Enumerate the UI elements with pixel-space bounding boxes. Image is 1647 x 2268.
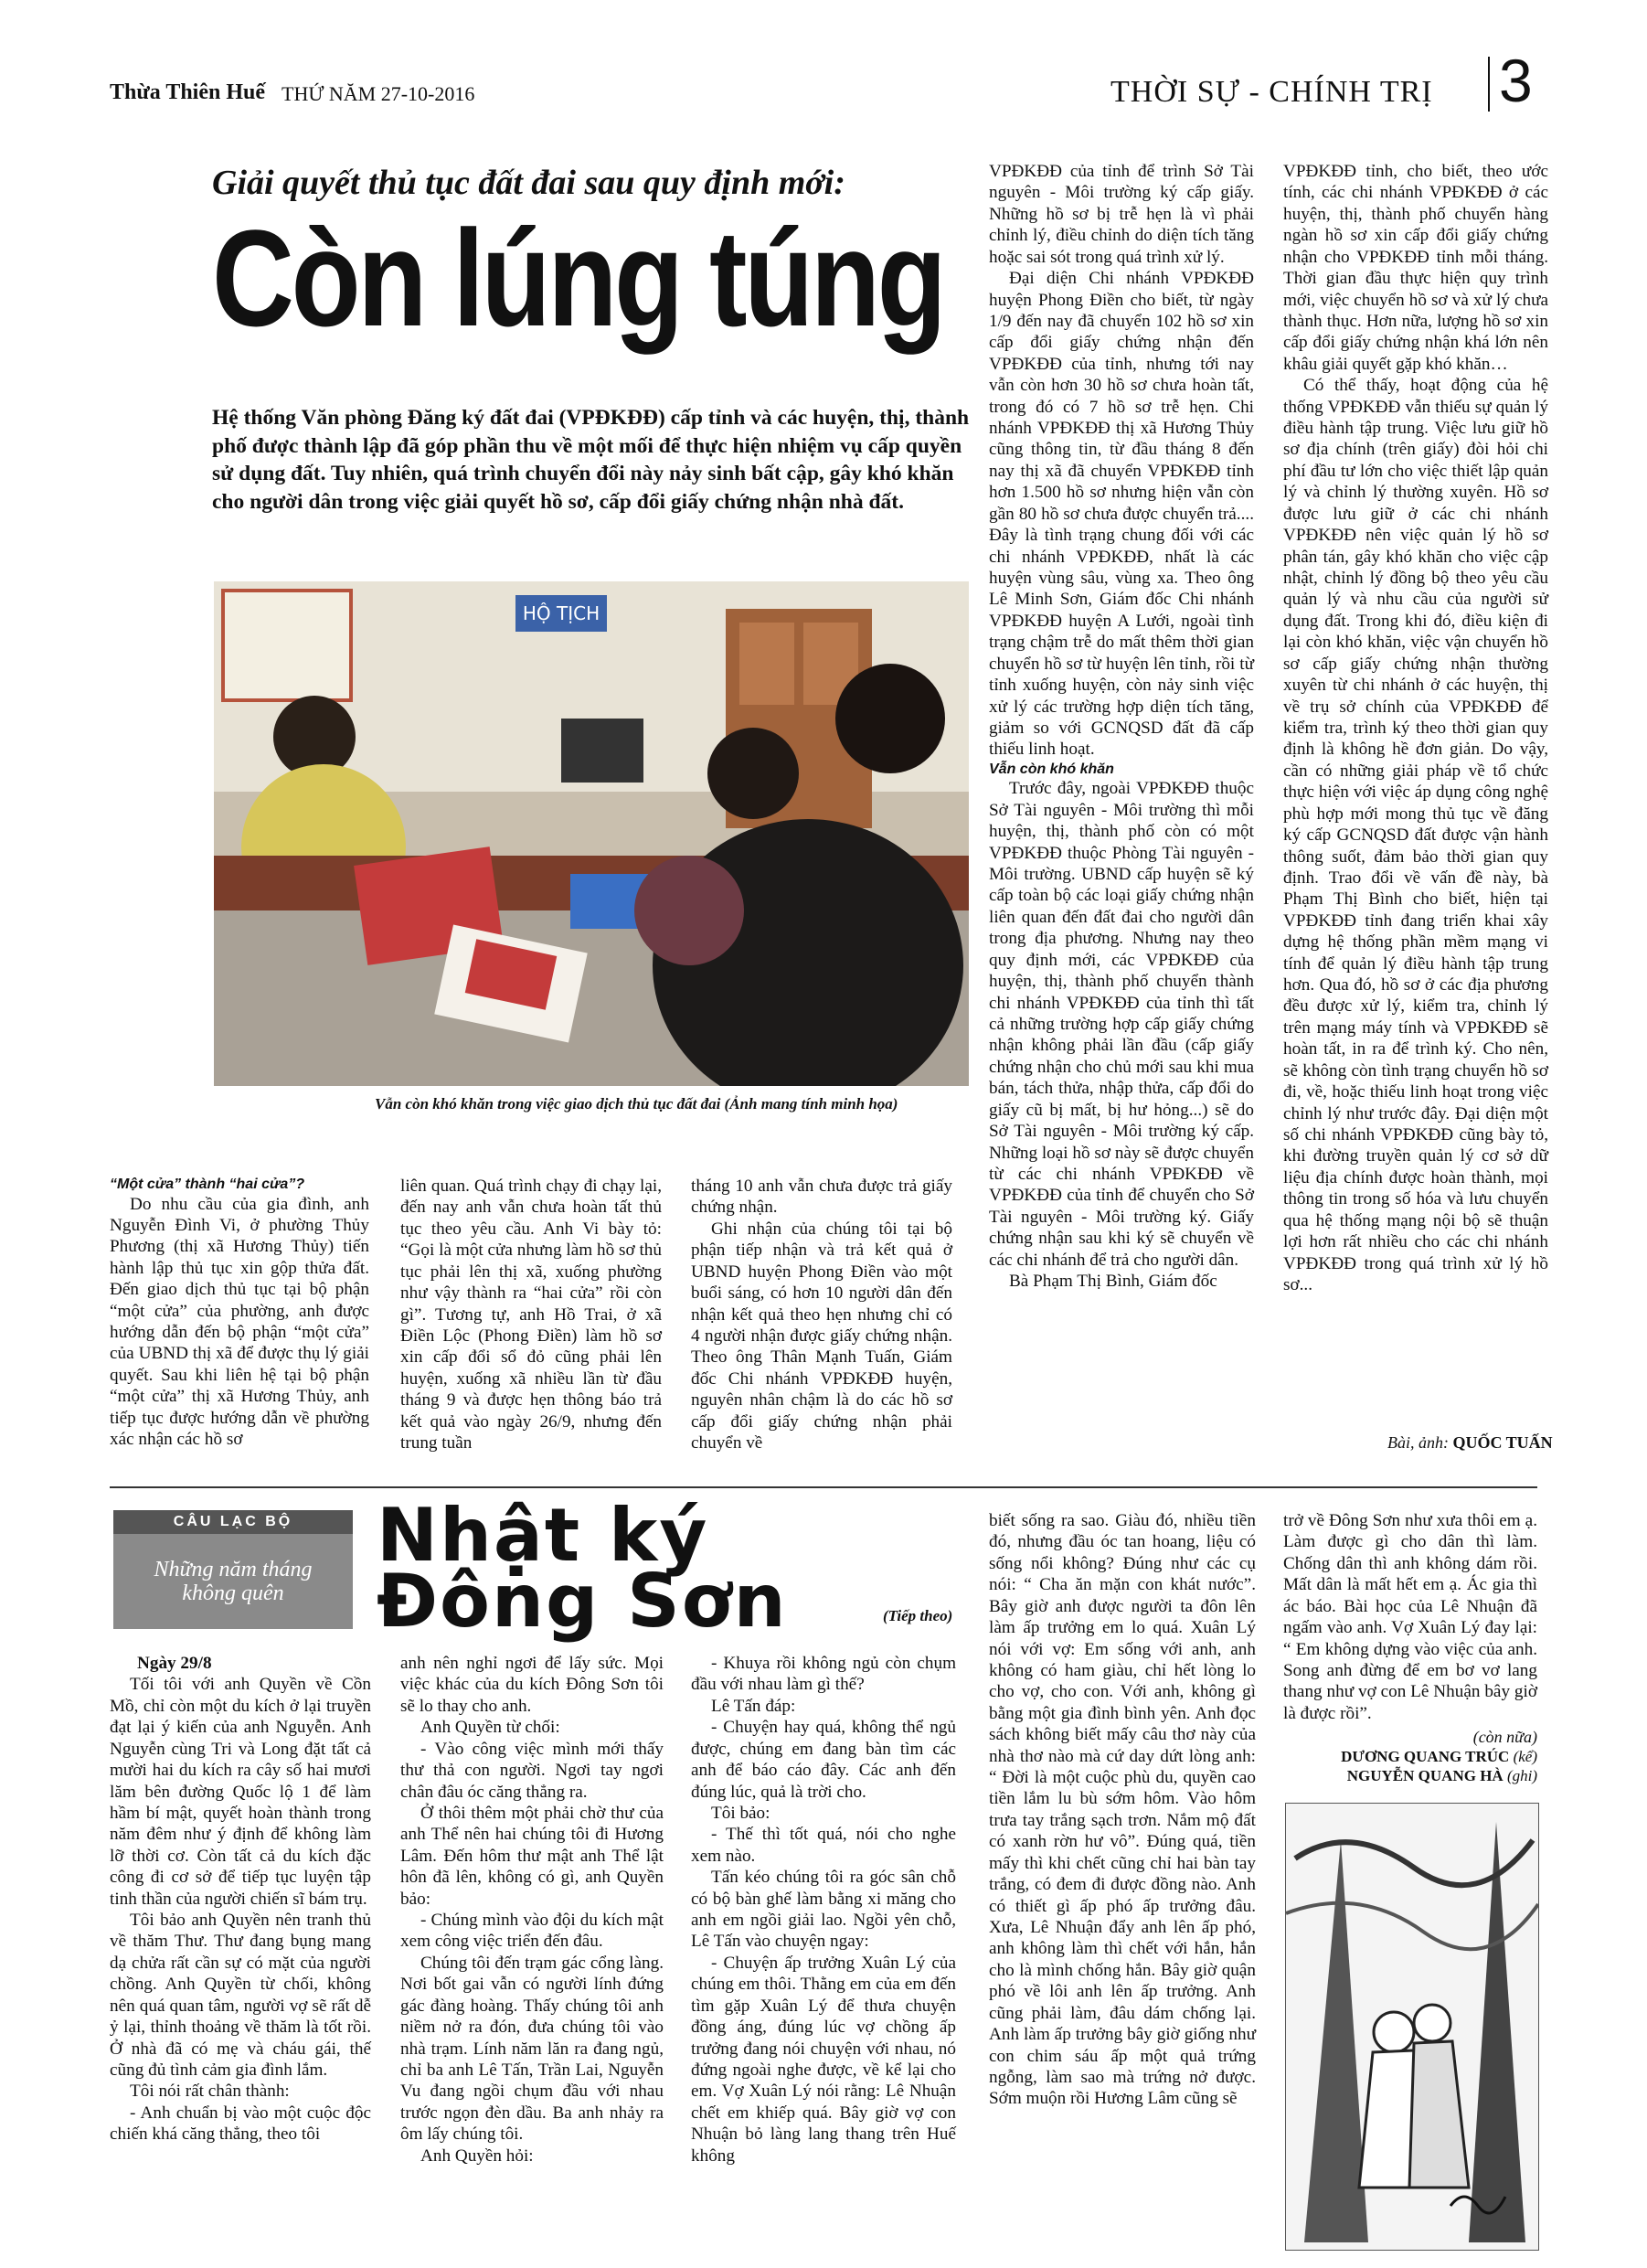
article2-col2-paragraph: - Vào công việc mình mới thấy thư thả con người. Ngơi tay ngơi chân đâu óc căng thẳng ra.: [400, 1739, 664, 1802]
article2-headline-line-1: Nhật ký: [377, 1493, 709, 1578]
office-counter-illustration: [214, 581, 969, 1086]
article1-col2-paragraph: liên quan. Quá trình chạy đi chạy lại, đến nay anh vẫn chưa hoàn tất thủ tục theo yêu cầu. Anh Vi bày tỏ: “Gọi là một cửa nhưng làm hồ sơ thủ tục phải lên thị xã, xuống phường như vậy thành ra “hai cửa” rồi còn gì”. Tương tự, anh Hồ Trai, ở xã Điền Lộc (Phong Điền) làm hồ sơ xin cấp đổi sổ đỏ cũng phải lên huyện, xuống xã nhiều lần từ đầu tháng 9 và được hẹn thông báo trả kết quả vào ngày 26/9, nhưng đến trung tuần: [400, 1177, 662, 1453]
section-title: THỜI SỰ - CHÍNH TRỊ: [1110, 75, 1433, 109]
article1-col4-paragraph: Trước đây, ngoài VPĐKĐĐ thuộc Sở Tài nguyên - Môi trường thì mỗi huyện, thị, thành phố còn có một VPĐKĐĐ thuộc Phòng Tài nguyên - Môi trường. UBND cấp huyện sẽ ký cấp toàn bộ các loại giấy chứng nhận liên quan đến đất đai cho người dân trong địa phương. Nhưng nay theo quy định mới, các VPĐKĐĐ của huyện, thị, thành phố chuyển thành chi nhánh VPĐKĐĐ của tỉnh thì tất cả những trường hợp cấp giấy chứng nhận không phải lần đầu (cấp giấy chứng nhận cho chủ mới sau khi mua bán, tách thửa, nhập thửa, cấp đổi do giấy cũ bị mất, bị hư hỏng...) sẽ do Sở Tài nguyên - Môi trường ký cấp. Những loại hồ sơ này sẽ được chuyển từ các chi nhánh VPĐKĐĐ về VPĐKĐĐ của tỉnh để chuyển cho Sở Tài nguyên - Môi trường ký. Giấy chứng nhận sau khi ký sẽ chuyển về các chi nhánh để trả cho người dân.: [989, 779, 1254, 1270]
sketch-illustration: [1286, 1804, 1538, 2250]
article1-col4-paragraph: Đại diện Chi nhánh VPĐKĐĐ huyện Phong Điền cho biết, từ ngày 1/9 đến nay đã chuyển 102 hồ sơ xin cấp đổi giấy chứng nhận đến VPĐKĐĐ của tỉnh, nhưng tới nay vẫn còn hơn 30 hồ sơ chưa hoàn tất, trong đó có 7 hồ sơ trễ hẹn. Chi nhánh VPĐKĐĐ thị xã Hương Thủy cũng thông tin, từ đầu tháng 8 đến nay thị xã đã chuyển VPĐKĐĐ tỉnh hơn 1.500 hồ sơ nhưng hiện vẫn còn gần 80 hồ sơ chưa được chuyển trả.... Đây là tình trạng chung đối với các chi nhánh VPĐKĐĐ, nhất là các huyện vùng sâu, vùng xa. Theo ông Lê Minh Sơn, Giám đốc Chi nhánh VPĐKĐĐ huyện A Lưới, ngoài tình trạng chậm trễ do mất thêm thời gian chuyển hồ sơ từ huyện lên tỉnh, rồi từ tỉnh xuống huyện, còn nảy sinh việc xử lý các trường hợp diện tích tăng, giảm so với GCNQSD đất đã cấp thiếu linh hoạt.: [989, 269, 1254, 760]
article2-headline-line-2: Đông Sơn: [377, 1559, 788, 1644]
issue-date: THỨ NĂM 27-10-2016: [282, 82, 475, 105]
club-box: [113, 1510, 353, 1629]
diary-date: Ngày 29/8: [137, 1654, 212, 1673]
article1-col5-paragraph: VPĐKĐĐ tỉnh, cho biết, theo ước tính, các chi nhánh VPĐKĐĐ ở các huyện, thị, thành phố chuyển hàng ngàn hồ sơ xin cấp đổi giấy chứng nhận cho VPĐKĐĐ tỉnh mỗi tháng. Thời gian đầu thực hiện quy trình mới, việc chuyển hồ sơ và xử lý chưa thành thục. Hơn nữa, lượng hồ sơ xin cấp đổi giấy chứng nhận khá lớn nên khâu giải quyết gặp khó khăn…: [1283, 162, 1548, 374]
photo-sign: HỘ TỊCH: [522, 602, 600, 624]
article1-col4-paragraph: Bà Phạm Thị Bình, Giám đốc: [1009, 1272, 1217, 1292]
article1-subhead-1: “Một cửa” thành “hai cửa”?: [110, 1177, 305, 1192]
article2-col3-paragraph: - Chuyện ấp trưởng Xuân Lý của chúng em thôi. Thằng em của em đến tìm gặp Xuân Lý để thưa chuyện đồng áng, đúng lúc vợ chồng ấp trưởng đang nói chuyện với nhau, nó đứng ngoài nghe được, về kể lại cho em. Vợ Xuân Lý nói rằng: Lê Nhuận chết em khiếp quá. Bây giờ vợ con Nhuận bỏ làng lang thang trên Huế không: [691, 1953, 956, 2166]
article2-col3-paragraph: - Thế thì tốt quá, nói cho nghe xem nào.: [691, 1825, 956, 1866]
club-series-text: Những năm tháng không quên: [154, 1557, 313, 1605]
article1-column-3: [691, 1176, 952, 1453]
article2-col3-paragraph: - Khuya rồi không ngủ còn chụm đầu với nhau làm gì thế?: [691, 1654, 956, 1695]
article1-kicker: Giải quyết thủ tục đất đai sau quy định mới:: [212, 164, 845, 202]
article2-col1-paragraph: Tôi nói rất chân thành:: [130, 2082, 290, 2102]
article1-column-5: [1283, 161, 1548, 1295]
article1-lead: Hệ thống Văn phòng Đăng ký đất đai (VPĐKĐĐ) cấp tỉnh và các huyện, thị, thành phố được thành lập đã góp phần thu về một mối để thực hiện nhiệm vụ cấp quyền sử dụng đất. Tuy nhiên, quá trình chuyển đổi này nảy sinh bất cập, gây khó khăn cho người dân trong việc giải quyết hồ sơ, cấp đổi giấy chứng nhận nhà đất.: [212, 406, 970, 514]
article2-col1-paragraph: - Anh chuẩn bị vào một cuộc độc chiến khá căng thẳng, theo tôi: [110, 2103, 371, 2145]
article2-col2-paragraph: Chúng tôi đến trạm gác cổng làng. Nơi bốt gai vẫn có người lính đứng gác đàng hoàng. Thấy chúng tôi anh niềm nở ra đón, đưa chúng tôi vào nhà trạm. Lính năm lăn ra đang ngủ, chỉ ba anh Lê Tấn, Trần Lai, Nguyễn Vu đang ngồi chụm đầu với nhau trước ngọn đèn dầu. Ba anh nhảy ra ôm lấy chúng tôi.: [400, 1953, 664, 2145]
article1-headline: Còn lúng túng: [212, 201, 944, 355]
article2-column-3: [691, 1653, 956, 2167]
article2-column-5: [1283, 1510, 1537, 1786]
paper-name: Thừa Thiên Huế: [110, 80, 266, 104]
author-1-name: DƯƠNG QUANG TRÚC: [1341, 1748, 1510, 1766]
author-1: [1283, 1748, 1537, 1767]
article2-col2-paragraph: Anh Quyền từ chối:: [420, 1718, 560, 1738]
author-2-role: (ghi): [1506, 1766, 1537, 1784]
article2-column-4: [989, 1510, 1256, 2110]
article2-col2-paragraph: Ở thôi thêm một phải chờ thư của anh Thể nên hai chúng tôi đi Hương Lâm. Đến hôm thư mật anh Thể lật hôn đã lên, không có gì, anh Quyền bảo:: [400, 1803, 664, 1909]
article1-col1-paragraph: Do nhu cầu của gia đình, anh Nguyễn Đình Vi, ở phường Thủy Phương (thị xã Hương Thủy) tiến hành lập thủ tục xin gộp thửa đất. Đến giao dịch thủ tục tại bộ phận “một cửa” của phường, anh được hướng dẫn đến bộ phận “một cửa” của UBND thị xã để được thụ lý giải quyết. Sau khi liên hệ tại bộ phận “một cửa” thị xã Hương Thủy, anh tiếp tục được hướng dẫn về phường xác nhận các hồ sơ: [110, 1194, 369, 1450]
article2-col1-paragraph: Tôi bảo anh Quyền nên tranh thủ về thăm Thư. Thư đang bụng mang dạ chửa rất cần sự có mặt của người chồng. Anh Quyền từ chối, không nên quá quan tâm, người vợ sẽ rất dễ ỷ lại, thỉnh thoảng về thăm là tốt rồi. Ở nhà đã có mẹ và cháu gái, thế cũng đủ tình cảm gia đình lắm.: [110, 1911, 371, 2081]
article2-col3-paragraph: Lê Tấn đáp:: [711, 1696, 796, 1716]
article1-col3-paragraph: tháng 10 anh vẫn chưa được trả giấy chứng nhận.: [691, 1177, 952, 1218]
article2-column-1: [110, 1653, 371, 2146]
article1-column-1: [110, 1176, 369, 1451]
page-number: 3: [1499, 47, 1533, 114]
article1-column-2: [400, 1176, 662, 1453]
article1-subhead-2: Vẫn còn khó khăn: [989, 761, 1114, 777]
article1-col3-paragraph: Ghi nhận của chúng tôi tại bộ phận tiếp nhận và trả kết quả ở UBND huyện Phong Điền vào một buổi sáng, có hơn 10 người dân đến nhận kết quả theo hẹn nhưng chỉ có 4 người nhận được giấy chứng nhận. Theo ông Thân Mạnh Tuấn, Giám đốc Chi nhánh VPĐKĐĐ huyện, nguyên nhân chậm là do các hồ sơ cấp đổi giấy chứng nhận phải chuyển về: [691, 1219, 952, 1453]
article2-column-2: [400, 1653, 664, 2167]
article2-col2-paragraph: anh nên nghỉ ngơi để lấy sức. Mọi việc khác của du kích Đông Sơn tôi sẽ lo thay cho anh.: [400, 1654, 664, 1716]
article2-col3-paragraph: Tấn kéo chúng tôi ra góc sân chỗ có bộ bàn ghế làm bằng xi măng cho anh em ngồi giải lao. Ngồi yên chỗ, Lê Tấn vào chuyện ngay:: [691, 1868, 956, 1952]
byline-author: QUỐC TUẤN: [1452, 1433, 1553, 1452]
article2-col1-paragraph: Tối tôi với anh Quyền về Cồn Mồ, chỉ còn một du kích ở lại truyền đạt lại ý kiến của anh Nguyễn. Anh Nguyễn cùng Tri và Long đặt tất cả mười hai du kích ra cây số hai mươi lăm bên đường Quốc lộ 1 để làm hầm bí mật, quyết hoàn thành trong năm đêm như ý định để không làm lỡ thời cơ. Còn tất cả du kích đặc công đi cơ sở để tiếp tục luyện tập tinh thần của người chiến sĩ bám trụ.: [110, 1675, 371, 1909]
masthead-divider: [1488, 57, 1490, 112]
article1-photo-caption: Vẫn còn khó khăn trong việc giao dịch thủ tục đất đai (Ảnh mang tính minh họa): [375, 1095, 898, 1113]
club-series: [113, 1534, 353, 1629]
article2-col4-paragraph: biết sống ra sao. Giàu đó, nhiều tiền đó, nhưng đầu óc tan hoang, liệu có sống nổi không? Đúng như các cụ nói: “ Cha ăn mặn con khát nước”. Bây giờ anh được người ta đôn lên làm ấp trưởng em lo quá. Xuân Lý nói với vợ: Em sống với anh, anh không có ham giàu, chỉ hết lòng lo cho vợ, cho con. Với anh, không gì bằng một gia đình bình yên. Anh đọc sách không biết mấy câu thơ này của nhà thơ nào mà cứ day dứt lòng anh: “ Đời là một cuộc phù du, quyền cao tiền lắm lu bù sớm hôm. Vào hôm trưa tay trắng sạch trơn. Nắm mộ đất có xanh rờn hư vô”. Đúng quá, tiền mấy thì khi chết cũng chỉ hai bàn tay trắng, có đem đi được đồng nào. Anh có thiết gì ấp phó ấp trưởng đâu. Xưa, Lê Nhuận đẩy anh lên ấp phó, anh không làm thì chết với hắn, hắn cho là mình chống hắn. Bây giờ quận phó về lôi anh lên ấp trưởng. Anh cũng phải làm, đâu dám chống lại. Anh làm ấp trưởng bây giờ giống như con chim sáu ấp một quả trứng ngỗng, làm sao mà trứng nở được. Sớm muộn rồi Hương Lâm cũng sẽ: [989, 1511, 1256, 2109]
byline-label: Bài, ảnh:: [1387, 1433, 1449, 1452]
article2-col2-paragraph: Anh Quyền hỏi:: [420, 2146, 534, 2166]
author-1-role: (kể): [1513, 1748, 1537, 1766]
continued-label: (Tiếp theo): [883, 1607, 953, 1624]
article1-byline: [1387, 1433, 1553, 1453]
club-label: CÂU LẠC BỘ: [113, 1510, 353, 1534]
section-divider: [110, 1486, 1537, 1488]
article2-illustration: [1285, 1803, 1539, 2251]
author-2: [1283, 1767, 1537, 1786]
con-nua: (còn nữa): [1472, 1728, 1537, 1747]
article2-col5-paragraph: trở về Đông Sơn như xưa thôi em ạ. Làm được gì cho dân thì làm. Chống dân thì anh không dám rồi. Mất dân là mất hết em ạ. Ác gia thì ác báo. Bài học của Lê Nhuận đã ngấm vào anh. Vợ Xuân Lý đay lại: “ Em không dựng vào việc của anh. Song anh đừng để em bơ vơ lang thang như vợ con Lê Nhuận bây giờ là được rồi”.: [1283, 1511, 1537, 1723]
article1-col4-paragraph: VPĐKĐĐ của tỉnh để trình Sở Tài nguyên - Môi trường ký cấp giấy. Những hồ sơ bị trễ hẹn là vì phải chỉnh lý, điều chỉnh do diện tích tăng hoặc sai sót trong quá trình xử lý.: [989, 162, 1254, 267]
article1-photo: [214, 581, 969, 1086]
article1-col5-paragraph: Có thể thấy, hoạt động của hệ thống VPĐKĐĐ vẫn thiếu sự quản lý điều hành tập trung. Việc lưu giữ hồ sơ địa chính (trên giấy) đòi hỏi chi phí đầu tư lớn cho việc thiết lập quản lý và chỉnh lý thường xuyên. Hồ sơ được lưu giữ ở các chi nhánh VPĐKĐĐ nên việc quản lý hồ sơ phân tán, gây khó khăn cho việc cập nhật, chỉnh lý đồng bộ theo yêu cầu quản lý và nhu cầu của người sử dụng đất. Trong khi đó, điều kiện đi lại còn khó khăn, việc vận chuyển hồ sơ cấp giấy chứng nhận thường xuyên từ chi nhánh ở các huyện, thị về trụ sở chính của VPĐKĐĐ để kiểm tra, trình ký theo thời gian quy định là không hề đơn giản. Do vậy, cần có những giải pháp về tổ chức thực hiện với việc áp dụng công nghệ phù hợp mới mong thủ tục về đăng ký cấp GCNQSD đất được vận hành thông suốt, đảm bảo thời gian quy định. Trao đổi về vấn đề này, bà Phạm Thị Bình cho biết, hiện tại VPĐKĐĐ tỉnh đang triển khai xây dựng hệ thống phần mềm mạng vi tính để quản lý điều hành tập trung hơn. Qua đó, hồ sơ ở các địa phương đều được xử lý, kiểm tra, chỉnh lý trên mạng máy tính và VPĐKĐĐ sẽ hoàn tất, in ra để trình ký. Cho nên, sẽ không còn tình trạng chuyển hồ sơ đi, về, hoặc thiếu linh hoạt trong việc chỉnh lý như trước đây. Đại diện một số chi nhánh VPĐKĐĐ cũng bày tỏ, khi đường truyền quản lý cơ sở dữ liệu địa chính được hoàn thành, mọi thông tin trong số hóa và lưu chuyển qua hệ thống mạng nội bộ sẽ thuận lợi hơn rất nhiều cho các chi nhánh VPĐKĐĐ trong quá trình xử lý hồ sơ...: [1283, 376, 1548, 1294]
author-2-name: NGUYỄN QUANG HÀ: [1346, 1766, 1504, 1784]
article1-column-4: [989, 161, 1254, 1292]
article2-col2-paragraph: - Chúng mình vào đội du kích mật xem công việc triển đến đâu.: [400, 1911, 664, 1952]
article2-col3-paragraph: - Chuyện hay quá, không thể ngủ được, chúng em đang bàn tìm các anh để báo cáo đây. Các anh đến đúng lúc, quả là trời cho.: [691, 1718, 956, 1802]
article2-col3-paragraph: Tôi bảo:: [711, 1803, 770, 1823]
